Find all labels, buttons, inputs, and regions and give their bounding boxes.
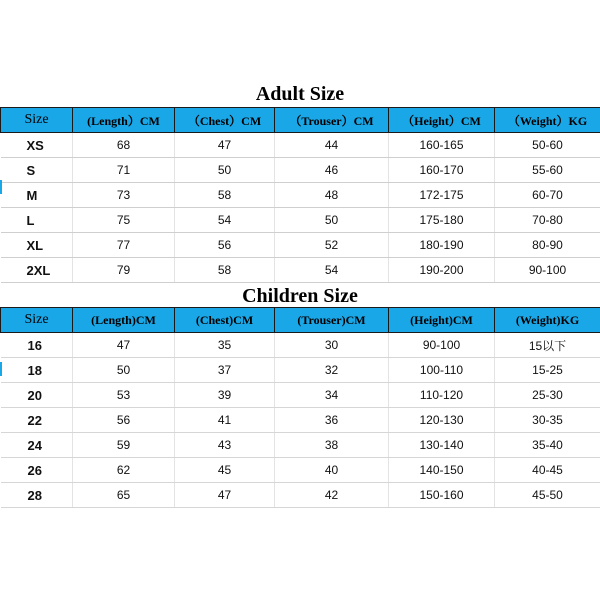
height-cell: 175-180 <box>389 208 495 233</box>
height-cell: 150-160 <box>389 483 495 508</box>
table-row <box>1 233 600 258</box>
height-cell: 130-140 <box>389 433 495 458</box>
weight-cell: 90-100 <box>495 258 600 283</box>
length-cell: 53 <box>73 383 175 408</box>
children-header-trouser: (Trouser)CM <box>275 308 389 333</box>
height-cell: 110-120 <box>389 383 495 408</box>
size-cell: XL <box>1 233 73 258</box>
children-header-weight: (Weight)KG <box>495 308 600 333</box>
chest-cell: 54 <box>175 208 275 233</box>
table-row <box>1 158 600 183</box>
height-cell: 160-170 <box>389 158 495 183</box>
size-cell: 2XL <box>1 258 73 283</box>
weight-cell: 60-70 <box>495 183 600 208</box>
weight-cell: 30-35 <box>495 408 600 433</box>
trouser-cell: 32 <box>275 358 389 383</box>
length-cell: 79 <box>73 258 175 283</box>
size-cell: 26 <box>1 458 73 483</box>
trouser-cell: 38 <box>275 433 389 458</box>
adult-header-height: （Height）CM <box>389 108 495 133</box>
weight-cell: 80-90 <box>495 233 600 258</box>
weight-cell: 50-60 <box>495 133 600 158</box>
children-header-size: Size <box>1 308 73 333</box>
height-cell: 90-100 <box>389 333 495 358</box>
chest-cell: 47 <box>175 133 275 158</box>
length-cell: 47 <box>73 333 175 358</box>
chest-cell: 39 <box>175 383 275 408</box>
trouser-cell: 40 <box>275 458 389 483</box>
adult-header-chest: （Chest）CM <box>175 108 275 133</box>
left-edge-marker <box>0 180 2 194</box>
height-cell: 172-175 <box>389 183 495 208</box>
table-row <box>1 208 600 233</box>
trouser-cell: 42 <box>275 483 389 508</box>
trouser-cell: 44 <box>275 133 389 158</box>
trouser-cell: 36 <box>275 408 389 433</box>
table-row <box>1 258 600 283</box>
length-cell: 71 <box>73 158 175 183</box>
height-cell: 180-190 <box>389 233 495 258</box>
weight-cell: 55-60 <box>495 158 600 183</box>
size-cell: XS <box>1 133 73 158</box>
children-size-table <box>0 307 600 508</box>
size-cell: 24 <box>1 433 73 458</box>
adult-header-weight: （Weight）KG <box>495 108 600 133</box>
height-cell: 140-150 <box>389 458 495 483</box>
size-cell: S <box>1 158 73 183</box>
size-cell: M <box>1 183 73 208</box>
weight-cell: 25-30 <box>495 383 600 408</box>
chest-cell: 43 <box>175 433 275 458</box>
adult-header-size: Size <box>1 108 73 133</box>
length-cell: 62 <box>73 458 175 483</box>
chest-cell: 56 <box>175 233 275 258</box>
length-cell: 77 <box>73 233 175 258</box>
chest-cell: 58 <box>175 258 275 283</box>
children-header-length: (Length)CM <box>73 308 175 333</box>
weight-cell: 15-25 <box>495 358 600 383</box>
chest-cell: 41 <box>175 408 275 433</box>
weight-cell: 45-50 <box>495 483 600 508</box>
length-cell: 75 <box>73 208 175 233</box>
chest-cell: 50 <box>175 158 275 183</box>
children-header-chest: (Chest)CM <box>175 308 275 333</box>
trouser-cell: 52 <box>275 233 389 258</box>
height-cell: 160-165 <box>389 133 495 158</box>
size-cell: 18 <box>1 358 73 383</box>
length-cell: 68 <box>73 133 175 158</box>
table-row <box>1 133 600 158</box>
weight-cell: 35-40 <box>495 433 600 458</box>
adult-header-length: (Length）CM <box>73 108 175 133</box>
adult-size-title: Adult Size <box>255 83 345 105</box>
weight-cell: 15以下 <box>495 333 600 358</box>
height-cell: 190-200 <box>389 258 495 283</box>
chest-cell: 58 <box>175 183 275 208</box>
chest-cell: 35 <box>175 333 275 358</box>
chest-cell: 37 <box>175 358 275 383</box>
size-cell: L <box>1 208 73 233</box>
children-header-row <box>1 308 600 333</box>
size-cell: 20 <box>1 383 73 408</box>
length-cell: 50 <box>73 358 175 383</box>
trouser-cell: 34 <box>275 383 389 408</box>
size-cell: 28 <box>1 483 73 508</box>
size-cell: 22 <box>1 408 73 433</box>
left-edge-marker <box>0 362 2 376</box>
trouser-cell: 48 <box>275 183 389 208</box>
table-row <box>1 333 600 358</box>
table-row <box>1 458 600 483</box>
adult-header-trouser: （Trouser）CM <box>275 108 389 133</box>
length-cell: 65 <box>73 483 175 508</box>
height-cell: 120-130 <box>389 408 495 433</box>
weight-cell: 70-80 <box>495 208 600 233</box>
trouser-cell: 46 <box>275 158 389 183</box>
trouser-cell: 50 <box>275 208 389 233</box>
length-cell: 73 <box>73 183 175 208</box>
children-header-height: (Height)CM <box>389 308 495 333</box>
adult-size-table <box>0 107 600 283</box>
table-row <box>1 358 600 383</box>
children-size-title: Children Size <box>242 285 358 307</box>
trouser-cell: 30 <box>275 333 389 358</box>
chest-cell: 47 <box>175 483 275 508</box>
chest-cell: 45 <box>175 458 275 483</box>
table-row <box>1 183 600 208</box>
weight-cell: 40-45 <box>495 458 600 483</box>
adult-header-row <box>1 108 600 133</box>
height-cell: 100-110 <box>389 358 495 383</box>
table-row <box>1 483 600 508</box>
trouser-cell: 54 <box>275 258 389 283</box>
size-cell: 16 <box>1 333 73 358</box>
length-cell: 56 <box>73 408 175 433</box>
table-row <box>1 383 600 408</box>
table-row <box>1 408 600 433</box>
table-row <box>1 433 600 458</box>
length-cell: 59 <box>73 433 175 458</box>
